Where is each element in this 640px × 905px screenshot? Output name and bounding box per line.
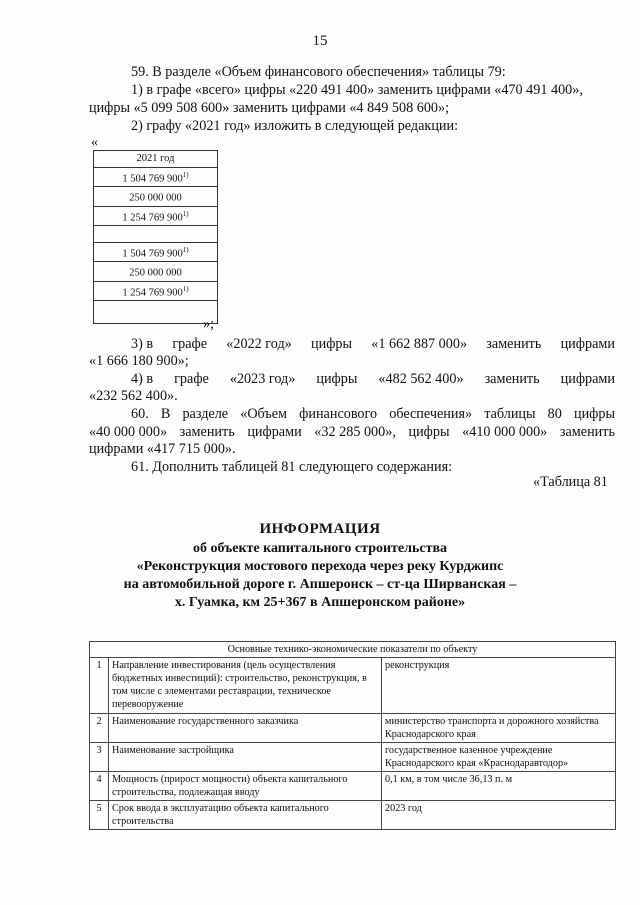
info-heading-line-3: на автомобильной дороге г. Апшеронск – ст-ца Ширванская –	[123, 577, 517, 592]
info-heading-title: ИНФОРМАЦИЯ	[259, 521, 381, 537]
row-value: 0,1 км, в том числе 36,13 п. м	[382, 772, 616, 801]
table-row: 250 000 000	[94, 187, 218, 207]
object-info-table	[89, 641, 616, 830]
year-2021-header: 2021 год	[94, 151, 218, 168]
table-row	[94, 226, 218, 243]
row-number: 2	[90, 714, 109, 743]
close-quote: »;	[203, 316, 215, 332]
row-number: 3	[90, 743, 109, 772]
paragraph-60-end: цифрами «417 715 000».	[89, 441, 236, 457]
table-row	[90, 714, 616, 743]
row-number: 5	[90, 801, 109, 830]
year-2021-table	[93, 150, 218, 324]
table-row	[94, 301, 218, 324]
row-label: Срок ввода в эксплуатацию объекта капитального строительства	[109, 801, 382, 830]
paragraph-item-4-cont: «232 562 400».	[89, 388, 178, 404]
paragraph-59: 59. В разделе «Объем финансового обеспечения» таблицы 79:	[131, 64, 506, 80]
row-value: министерство транспорта и дорожного хозяйства Краснодарского края	[382, 714, 616, 743]
info-heading-line-1: об объекте капитального строительства	[192, 541, 448, 556]
paragraph-59-item-1: 1) в графе «всего» цифры «220 491 400» заменить цифрами «470 491 400»,	[131, 82, 583, 98]
paragraph-61: 61. Дополнить таблицей 81 следующего содержания:	[131, 459, 453, 475]
paragraph-59-item-1-cont: цифры «5 099 508 600» заменить цифрами «4 849 508 600»;	[89, 100, 450, 116]
row-value: 2023 год	[382, 801, 616, 830]
row-label: Направление инвестирования (цель осуществления бюджетных инвестиций): строительство, реконструкция, в том числе с элементами реставрации, техническое перевооружение	[109, 658, 382, 714]
table-row	[90, 801, 616, 830]
table-row: 1 254 769 900$^{1)}$	[94, 206, 218, 226]
table-row	[90, 772, 616, 801]
row-number: 4	[90, 772, 109, 801]
table-row: 1 504 769 900$^{1)}$	[94, 167, 218, 187]
row-number: 1	[90, 658, 109, 714]
table-row: 1 254 769 900$^{1)}$	[94, 281, 218, 301]
row-label: Мощность (прирост мощности) объекта капитального строительства, подлежащая вводу	[109, 772, 382, 801]
info-table-header: Основные технико-экономические показатели по объекту	[90, 642, 616, 658]
table-row	[90, 743, 616, 772]
table-row: 1 504 769 900$^{1)}$	[94, 242, 218, 262]
paragraph-item-4: 4) в графе «2023 год» цифры «482 562 400» заменить цифрами	[131, 371, 615, 387]
row-value: реконструкция	[382, 658, 616, 714]
info-heading-line-4: х. Гуамка, км 25+367 в Апшеронском районе»	[174, 595, 466, 610]
row-label: Наименование застройщика	[109, 743, 382, 772]
info-heading-line-2: «Реконструкция мостового перехода через реку Курджипс	[136, 559, 504, 574]
open-quote: «	[91, 135, 98, 150]
paragraph-59-item-2: 2) графу «2021 год» изложить в следующей редакции:	[131, 118, 459, 134]
page-number: 15	[312, 33, 328, 49]
paragraph-item-3: 3) в графе «2022 год» цифры «1 662 887 000» заменить цифрами	[131, 336, 615, 352]
table-row: 250 000 000	[94, 262, 218, 282]
row-value: государственное казенное учреждение Краснодарского края «Краснодаравтодор»	[382, 743, 616, 772]
paragraph-60: 60. В разделе «Объем финансового обеспечения» таблицы 80 цифры	[131, 406, 615, 422]
row-label: Наименование государственного заказчика	[109, 714, 382, 743]
paragraph-item-3-cont: «1 666 180 900»;	[89, 353, 189, 369]
table-row	[90, 658, 616, 714]
paragraph-60-cont: «40 000 000» заменить цифрами «32 285 000», цифры «410 000 000» заменить	[89, 424, 615, 440]
table-81-label: «Таблица 81	[533, 474, 608, 490]
